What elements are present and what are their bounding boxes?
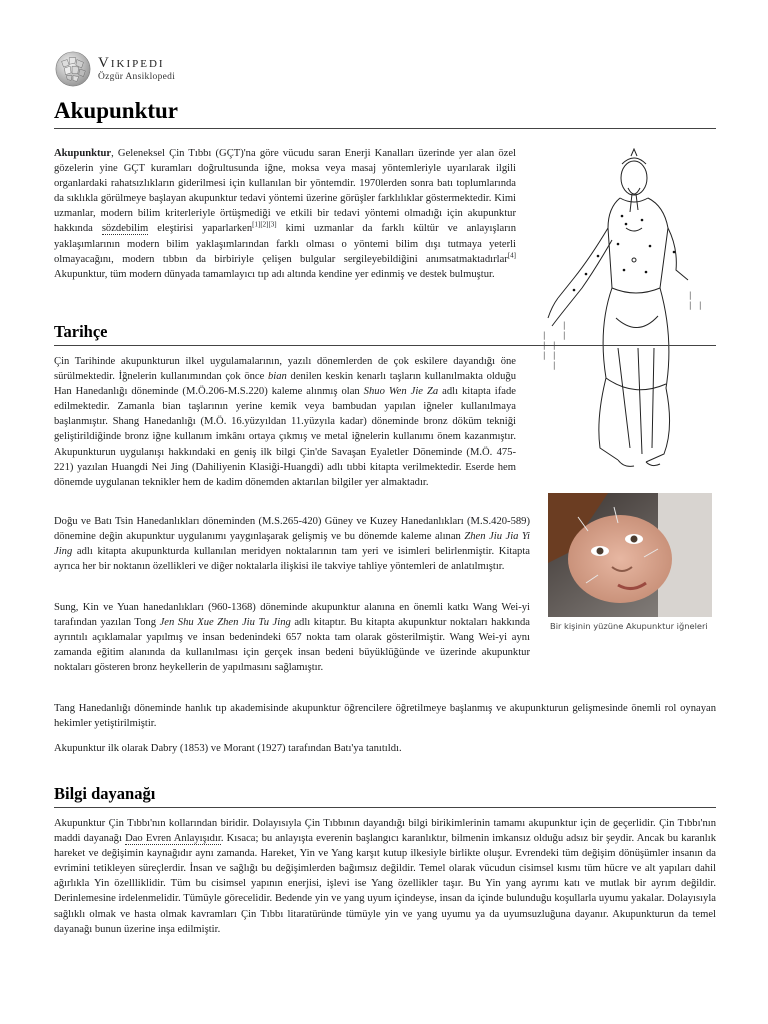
basis-p1-text-b: . Kısaca; bu anlayışta everenin başlangıcı karanlıktır, bilmenin imkansız olduğu adsız bir şeydir. Ancak bu karanlık hareket ve değişimin kaynağıdır aynı zamanda. Hareket, Yin ve Yang karşıt kutup ilkesiyle birlikte oluşur. Evrendeki tüm değişim dönüşümler insanın da evrimini tetikleyen süreçlerdir. İnsan ve sağlığı bu değişimlerden bağımsız değildir. Temel olarak vücudun cisimsel kısmı tüm hücre ve alt yapıları dahil ağırlıkla Yin özellliklidir. Tüm bu cisimsel yapının enerjisi, işlevi ise Yang özellikler taşır. Bu Yin yang ayrımı katı ve mutlak bir ayrım değildir. Derinlemesine irdelenmelidir. Tümüyle görecelidir. Bedende yin ve yang uyum içindeyse, insan da içinde bulunduğu koşullarla uyumu yakalar. Dolayısıyla sağlıklı olmak ve hasta olmak kavramları Çin Tıbbı litaratüründe tümüyle yin ve yang uyumu ya da uyumsuzluğuna dayanır. Akupunkturun da temel dayanağı bunun üzerine inşa edilmiştir. [54,833,716,935]
history-p3-text-a: Sung, Kin ve Yuan hanedanlıkları (960-1368) döneminde akupunktur alanına en önemli katkı Wang Wei-yi tarafından yazılan Tong [54,602,530,629]
svg-text:│: │ [542,332,547,340]
history-p1-text-a: Çin Tarihinde akupunkturun ilkel uygulamalarının, yazılı dönemlerden de çok eskilere dayandığı öne sürülmektedir. İğnelerin kullanımından çok önce [54,356,516,383]
citation-4[interactable]: [4] [507,251,516,260]
history-p2-italic-book: Zhen Jiu Jia Yi Jing [54,531,530,558]
link-dao-evren-anlayisi[interactable]: Dao Evren Anlayışıdır [125,833,221,845]
svg-text:│: │ [552,352,557,360]
svg-text:│: │ [552,362,557,370]
history-p2-text-a: Doğu ve Batı Tsin Hanedanlıkları döneminden (M.S.265-420) Güney ve Kuzey Hanedanlıkları (M.S.420-589) dönemine değin akupunktur uygulanımı yaygınlaşarak gelişmiş ve bu dönemde kaleme alınan [54,516,530,543]
basis-p1-text-a: Akupunktur Çin Tıbbı'nın kollarından biridir. Dolayısıyla Çin Tıbbının dayandığı bilgi birikimlerinin tamamı akupunktur için de geçerlidir. Çin Tıbbı'nın maddi dayanağı [54,818,716,845]
basis-paragraph-1 [54,816,716,937]
intro-text-1: , Geleneksel Çin Tıbbı (GÇT)'na göre vücudu saran Enerji Kanalları üzerinde yer alan özel gözelerin yine GÇT kuramları doğrultusunda iğne, moksa veya masaj yöntemleriyle uyarılarak ilgili organlardaki rahatsızlıkların giderilmesi için kullanılan bir yöntemdir. 1970lerden sonra batı toplumlarında da sıklıkla görülmeye başlayan akupunktur tedavi yöntemi üzerine görüşler farklılıklar göstermektedir. Kimi uzmanlar, modern bilim kriterleriyle örtüşmediği ve etkili bir tedavi yöntemi olmadığı için akupunktur hakkında [54,148,516,235]
intro-text-4: Akupunktur, tüm modern dünyada tamamlayıcı tıp adı altında kendine yer edinmiş ve destek bulmuştur. [54,268,495,280]
svg-text:│: │ [542,352,547,360]
acupuncture-chart-illustration[interactable] [538,148,716,470]
history-paragraph-3 [54,600,530,675]
intro-text-3: kimi uzmanlar da farklı kültür ve anlayışların yaklaşımlarının modern bilim yaklaşımlarından farklı olması o yöntemi bilim dışı tutmaya yeterli olmayacağını, modern tıbbın da birbiriyle çelişen bulgular sergileyebildiğini anımsatmaktadırlar [54,223,516,265]
svg-text:│: │ [542,342,547,350]
site-name: Vikipedi [98,54,165,71]
history-paragraph-5 [54,741,716,756]
svg-text:│: │ [698,302,703,310]
intro-paragraph [54,146,516,282]
history-paragraph-1 [54,354,516,490]
svg-text:│: │ [562,332,567,340]
citation-1-2-3[interactable]: [1][2][3] [252,220,277,229]
svg-text:│: │ [562,322,567,330]
history-p1-italic-book: Shuo Wen Jie Za [363,386,439,398]
site-tagline: Özgür Ansiklopedi [98,71,176,82]
site-logo[interactable] [54,50,175,88]
history-p1-text-b: denilen keskin kenarlı taşların kullanılmakta olduğu Han Hanedanlığı döneminde (M.Ö.206-M.S.220) kaleme alınmış olan [54,371,516,398]
history-p3-italic-book: Jen Shu Xue Zhen Jiu Tu Jing [159,617,291,629]
history-p5-text: Akupunktur ilk olarak Dabry (1853) ve Morant (1927) tarafından Batı'ya tanıtıldı. [54,743,402,754]
history-p3-text-b: adlı kitaptır. Bu kitapta akupunktur noktaları hakkında ayrıntılı açıklamalar yapılmış ve insan bedenindeki 657 nokta tam olarak gösterilmiştir. Wang Wei-yi aynı zamanda eğitim alanında da kullanılması için gerçek insan bedeni büyüklüğünde ve üzerinde akupunktur noktaları gösteren bronz heykellerin de yapılmasını sağlamıştır. [54,617,530,674]
history-paragraph-4 [54,701,716,731]
svg-text:│: │ [552,342,557,350]
intro-bold-term: Akupunktur [54,148,112,159]
history-p4-text: Tang Hanedanlığı döneminde hanlık tıp akademisinde akupunktur öğrencilere öğretilmeye başlanmış ve akupunkturun gelişmesinde önemli rol oynayan hekimler yetiştirilmiştir. [54,703,716,730]
history-paragraph-2 [54,514,530,574]
section-heading-history: Tarihçe [54,322,716,346]
link-sozdebilim[interactable]: sözdebilim [101,223,149,235]
face-with-needles-photo[interactable] [548,493,712,617]
page-title: Akupunktur [54,98,716,129]
section-heading-basis: Bilgi dayanağı [54,784,716,808]
history-p1-text-c: adlı kitapta ifade edilmektedir. Zamanla bian taşlarının yerine kemik veya bambudan yapılan iğneler kullanılmaya başlanmıştır. Shang Hanedanlığı (M.Ö. 16.yüzyıldan 11.yüzyıla kadar) döneminde bronz döküm tekniği geliştirildiğinde bronz iğne kullanım imkânı ortaya çıkmış ve metal iğnelerin kullanımı önem kazanmıştır. Akupunkturun uygulanışı hakkındaki en geniş ilk bilgi Çin'de Savaşan Eyaletler Döneminde (M.Ö. 475-221) yazılan Huangdi Nei Jing (Dahiliyenin Klasiği-Huangdi) adlı tıbbi kitapta verilmektedir. Eserde hem dönemde uygulanan teknikler hem de kadim dönemden aktarılan bilgiler yer almaktadır. [54,386,516,488]
figure-caption: Bir kişinin yüzüne Akupunktur iğneleri [550,621,708,631]
wikipedia-globe-icon [54,50,92,88]
history-p1-italic-bian: bian [268,371,287,383]
svg-text:│: │ [688,292,693,300]
intro-text-2: eleştirisi yaparlarken [148,223,253,235]
history-p2-text-b: adlı kitapta akupunkturda kullanılan meridyen noktalarının tam yeri ve isimleri belirlenmiştir. Kitapta ayrıca her bir noktanın özellikleri ve diğer noktalarla ilişkisi ile takviye tahliye yöntemleri de anlatılmıştır. [54,546,530,573]
svg-text:│: │ [688,302,693,310]
